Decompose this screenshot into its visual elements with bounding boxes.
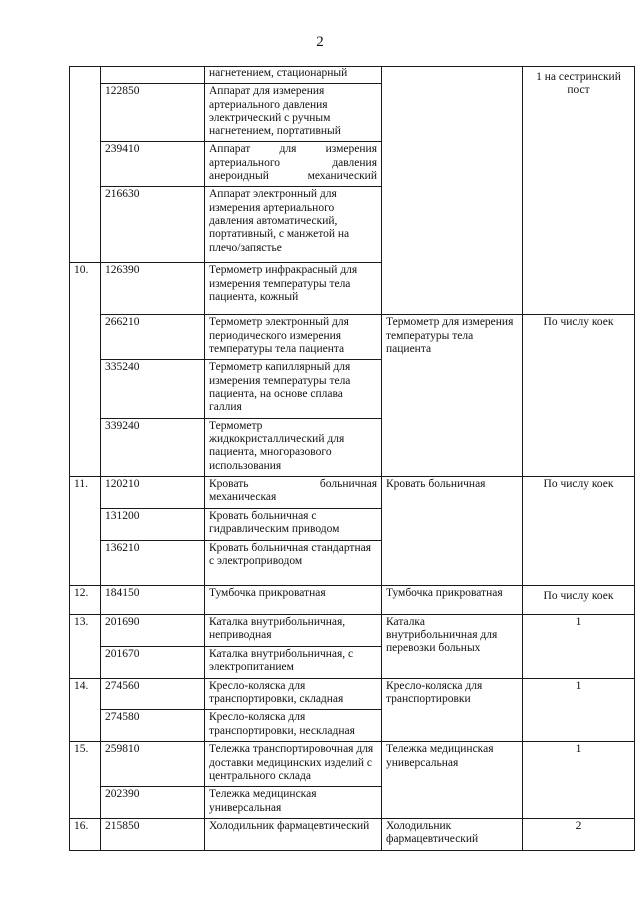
item-code	[101, 67, 205, 84]
group-name	[382, 67, 523, 315]
quantity: 1	[523, 742, 635, 818]
quantity: 1 на сестринский пост	[523, 67, 635, 315]
table-row	[70, 818, 635, 850]
item-number: 16.	[70, 818, 101, 850]
item-code: 136210	[101, 540, 205, 585]
item-code: 131200	[101, 508, 205, 540]
group-name: Тумбочка прикроватная	[382, 585, 523, 614]
item-code: 239410	[101, 142, 205, 187]
table-row	[70, 742, 635, 787]
item-number: 11.	[70, 476, 101, 585]
device-name: Кровать больничная стандартная с электроприводом	[205, 540, 382, 585]
table-row	[70, 67, 635, 84]
device-name: Кресло-коляска для транспортировки, складная	[205, 678, 382, 710]
table-row	[70, 315, 635, 360]
device-name: Тележка медицинская универсальная	[205, 787, 382, 819]
quantity: По числу коек	[523, 315, 635, 476]
quantity: 1	[523, 614, 635, 678]
item-number	[70, 67, 101, 263]
item-code: 120210	[101, 476, 205, 508]
item-number: 15.	[70, 742, 101, 818]
item-code: 215850	[101, 818, 205, 850]
item-code: 274560	[101, 678, 205, 710]
device-name: Термометр электронный для периодического измерения температуры тела пациента	[205, 315, 382, 360]
group-name: Термометр для измерения температуры тела пациента	[382, 315, 523, 476]
equipment-table	[69, 66, 635, 851]
device-name: Аппарат для измерения артериального давления электрический с ручным нагнетением, портативный	[205, 84, 382, 142]
table-row	[70, 614, 635, 646]
device-name: Кровать больничная с гидравлическим приводом	[205, 508, 382, 540]
group-name: Тележка медицинская универсальная	[382, 742, 523, 818]
group-name: Каталка внутрибольничная для перевозки больных	[382, 614, 523, 678]
device-name: Аппарат электронный для измерения артериального давления автоматический, портативный, с манжетой на плечо/запястье	[205, 187, 382, 263]
page-number: 2	[316, 34, 324, 50]
item-number: 10.	[70, 263, 101, 476]
device-name: Тележка транспортировочная для доставки медицинских изделий с центрального склада	[205, 742, 382, 787]
item-number: 12.	[70, 585, 101, 614]
item-code: 216630	[101, 187, 205, 263]
item-code: 274580	[101, 710, 205, 742]
device-name: Кровать больничная механическая	[205, 476, 382, 508]
group-name: Холодильник фармацевтический	[382, 818, 523, 850]
device-name: нагнетением, стационарный	[205, 67, 382, 84]
device-name: Аппарат для измерения артериального давления анероидный механический	[205, 142, 382, 187]
quantity: 1	[523, 678, 635, 742]
item-code: 335240	[101, 360, 205, 418]
device-name: Каталка внутрибольничная, неприводная	[205, 614, 382, 646]
item-number: 14.	[70, 678, 101, 742]
device-name: Термометр капиллярный для измерения температуры тела пациента, на основе сплава галлия	[205, 360, 382, 418]
table-row	[70, 585, 635, 614]
item-code: 126390	[101, 263, 205, 315]
item-code: 201690	[101, 614, 205, 646]
quantity: 2	[523, 818, 635, 850]
device-name: Кресло-коляска для транспортировки, нескладная	[205, 710, 382, 742]
quantity: По числу коек	[523, 476, 635, 585]
table-row	[70, 476, 635, 508]
quantity: По числу коек	[523, 585, 635, 614]
device-name: Каталка внутрибольничная, с электропитанием	[205, 646, 382, 678]
item-code: 184150	[101, 585, 205, 614]
item-code: 259810	[101, 742, 205, 787]
item-code: 266210	[101, 315, 205, 360]
device-name: Термометр инфракрасный для измерения температуры тела пациента, кожный	[205, 263, 382, 315]
group-name: Кровать больничная	[382, 476, 523, 585]
item-code: 122850	[101, 84, 205, 142]
device-name: Термометр жидкокристаллический для пациента, многоразового использования	[205, 418, 382, 476]
item-code: 339240	[101, 418, 205, 476]
device-name: Холодильник фармацевтический	[205, 818, 382, 850]
table-row	[70, 678, 635, 710]
group-name: Кресло-коляска для транспортировки	[382, 678, 523, 742]
item-number: 13.	[70, 614, 101, 678]
item-code: 201670	[101, 646, 205, 678]
device-name: Тумбочка прикроватная	[205, 585, 382, 614]
item-code: 202390	[101, 787, 205, 819]
